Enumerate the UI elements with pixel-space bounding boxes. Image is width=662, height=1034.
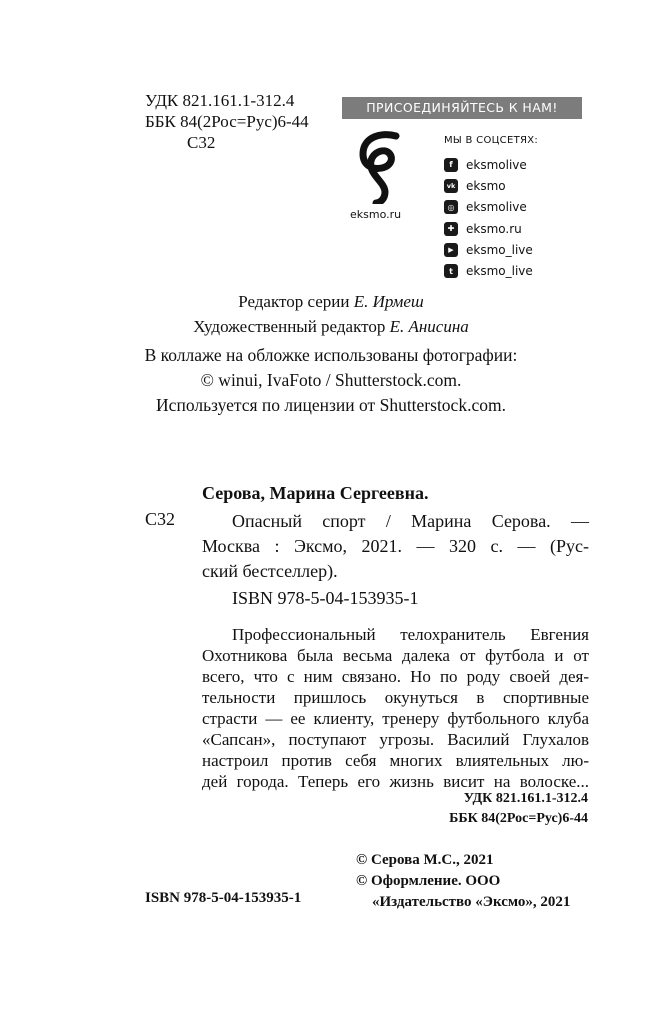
copyright-block: © Серова М.С., 2021 © Оформление. ООО «Издательство «Эксмо», 2021	[356, 852, 571, 910]
social-item-twitter[interactable]: t eksmo_live	[444, 260, 533, 281]
editor-credits	[0, 289, 662, 339]
bbk-code: ББК 84(2Рос=Рус)6-44	[145, 112, 309, 131]
classification-codes	[145, 90, 309, 153]
udk-code: УДК 821.161.1-312.4	[145, 91, 295, 110]
site-link[interactable]: eksmo.ru	[350, 208, 402, 221]
social-item-youtube[interactable]: ▶ eksmo_live	[444, 239, 533, 260]
biblio-author-mark: С32	[145, 509, 176, 529]
annotation: Профессиональный телохранитель Евгения Охотникова была весьма далека от футбола и от всего, что с ним связано. Но по роду своей дея- тельности пришлось окунуться в спортивные страсти — ее клиенту, тренеру футбольного клуба «Сапсан», поступают угрозы. Василий Глухалов настроил против себя многих влиятельных лю- дей города. Теперь его жизнь висит на волоске...	[202, 625, 589, 791]
social-list	[444, 154, 533, 282]
author-heading: Серова, Марина Сергеевна.	[202, 483, 429, 503]
social-item-vk[interactable]: vk eksmo	[444, 175, 533, 196]
youtube-icon: ▶	[444, 243, 458, 257]
social-item-eksmo[interactable]: ✚ eksmo.ru	[444, 218, 533, 239]
twitter-icon: t	[444, 264, 458, 278]
art-editor-name: Е. Анисина	[389, 317, 469, 336]
series-editor-label: Редактор серии	[238, 292, 350, 311]
join-us-banner: ПРИСОЕДИНЯЙТЕСЬ К НАМ!	[342, 97, 582, 119]
vk-icon: vk	[444, 179, 458, 193]
bibliographic-record: Опасный спорт / Марина Серова. — Москва : Эксмо, 2021. — 320 с. — (Рус- ский бестселлер).	[202, 511, 589, 581]
footer-codes: УДК 821.161.1-312.4 ББК 84(2Рос=Рус)6-44	[449, 791, 588, 826]
isbn-footer: ISBN 978-5-04-153935-1	[145, 890, 302, 906]
eksmo-logo-icon	[355, 130, 407, 204]
author-mark: С32	[187, 133, 216, 152]
social-item-facebook[interactable]: f eksmolive	[444, 154, 533, 175]
social-title: МЫ В СОЦСЕТЯХ:	[444, 135, 539, 146]
instagram-icon: ◎	[444, 200, 458, 214]
eksmo-icon: ✚	[444, 222, 458, 236]
art-editor-label: Художественный редактор	[193, 317, 386, 336]
isbn-main: ISBN 978-5-04-153935-1	[232, 588, 419, 608]
photo-credits: В коллаже на обложке использованы фотографии: © winui, IvaFoto / Shutterstock.com. Используется по лицензии от Shutterstock.com.	[144, 345, 518, 415]
series-editor-name: Е. Ирмеш	[353, 292, 424, 311]
facebook-icon: f	[444, 158, 458, 172]
social-item-instagram[interactable]: ◎ eksmolive	[444, 197, 533, 218]
